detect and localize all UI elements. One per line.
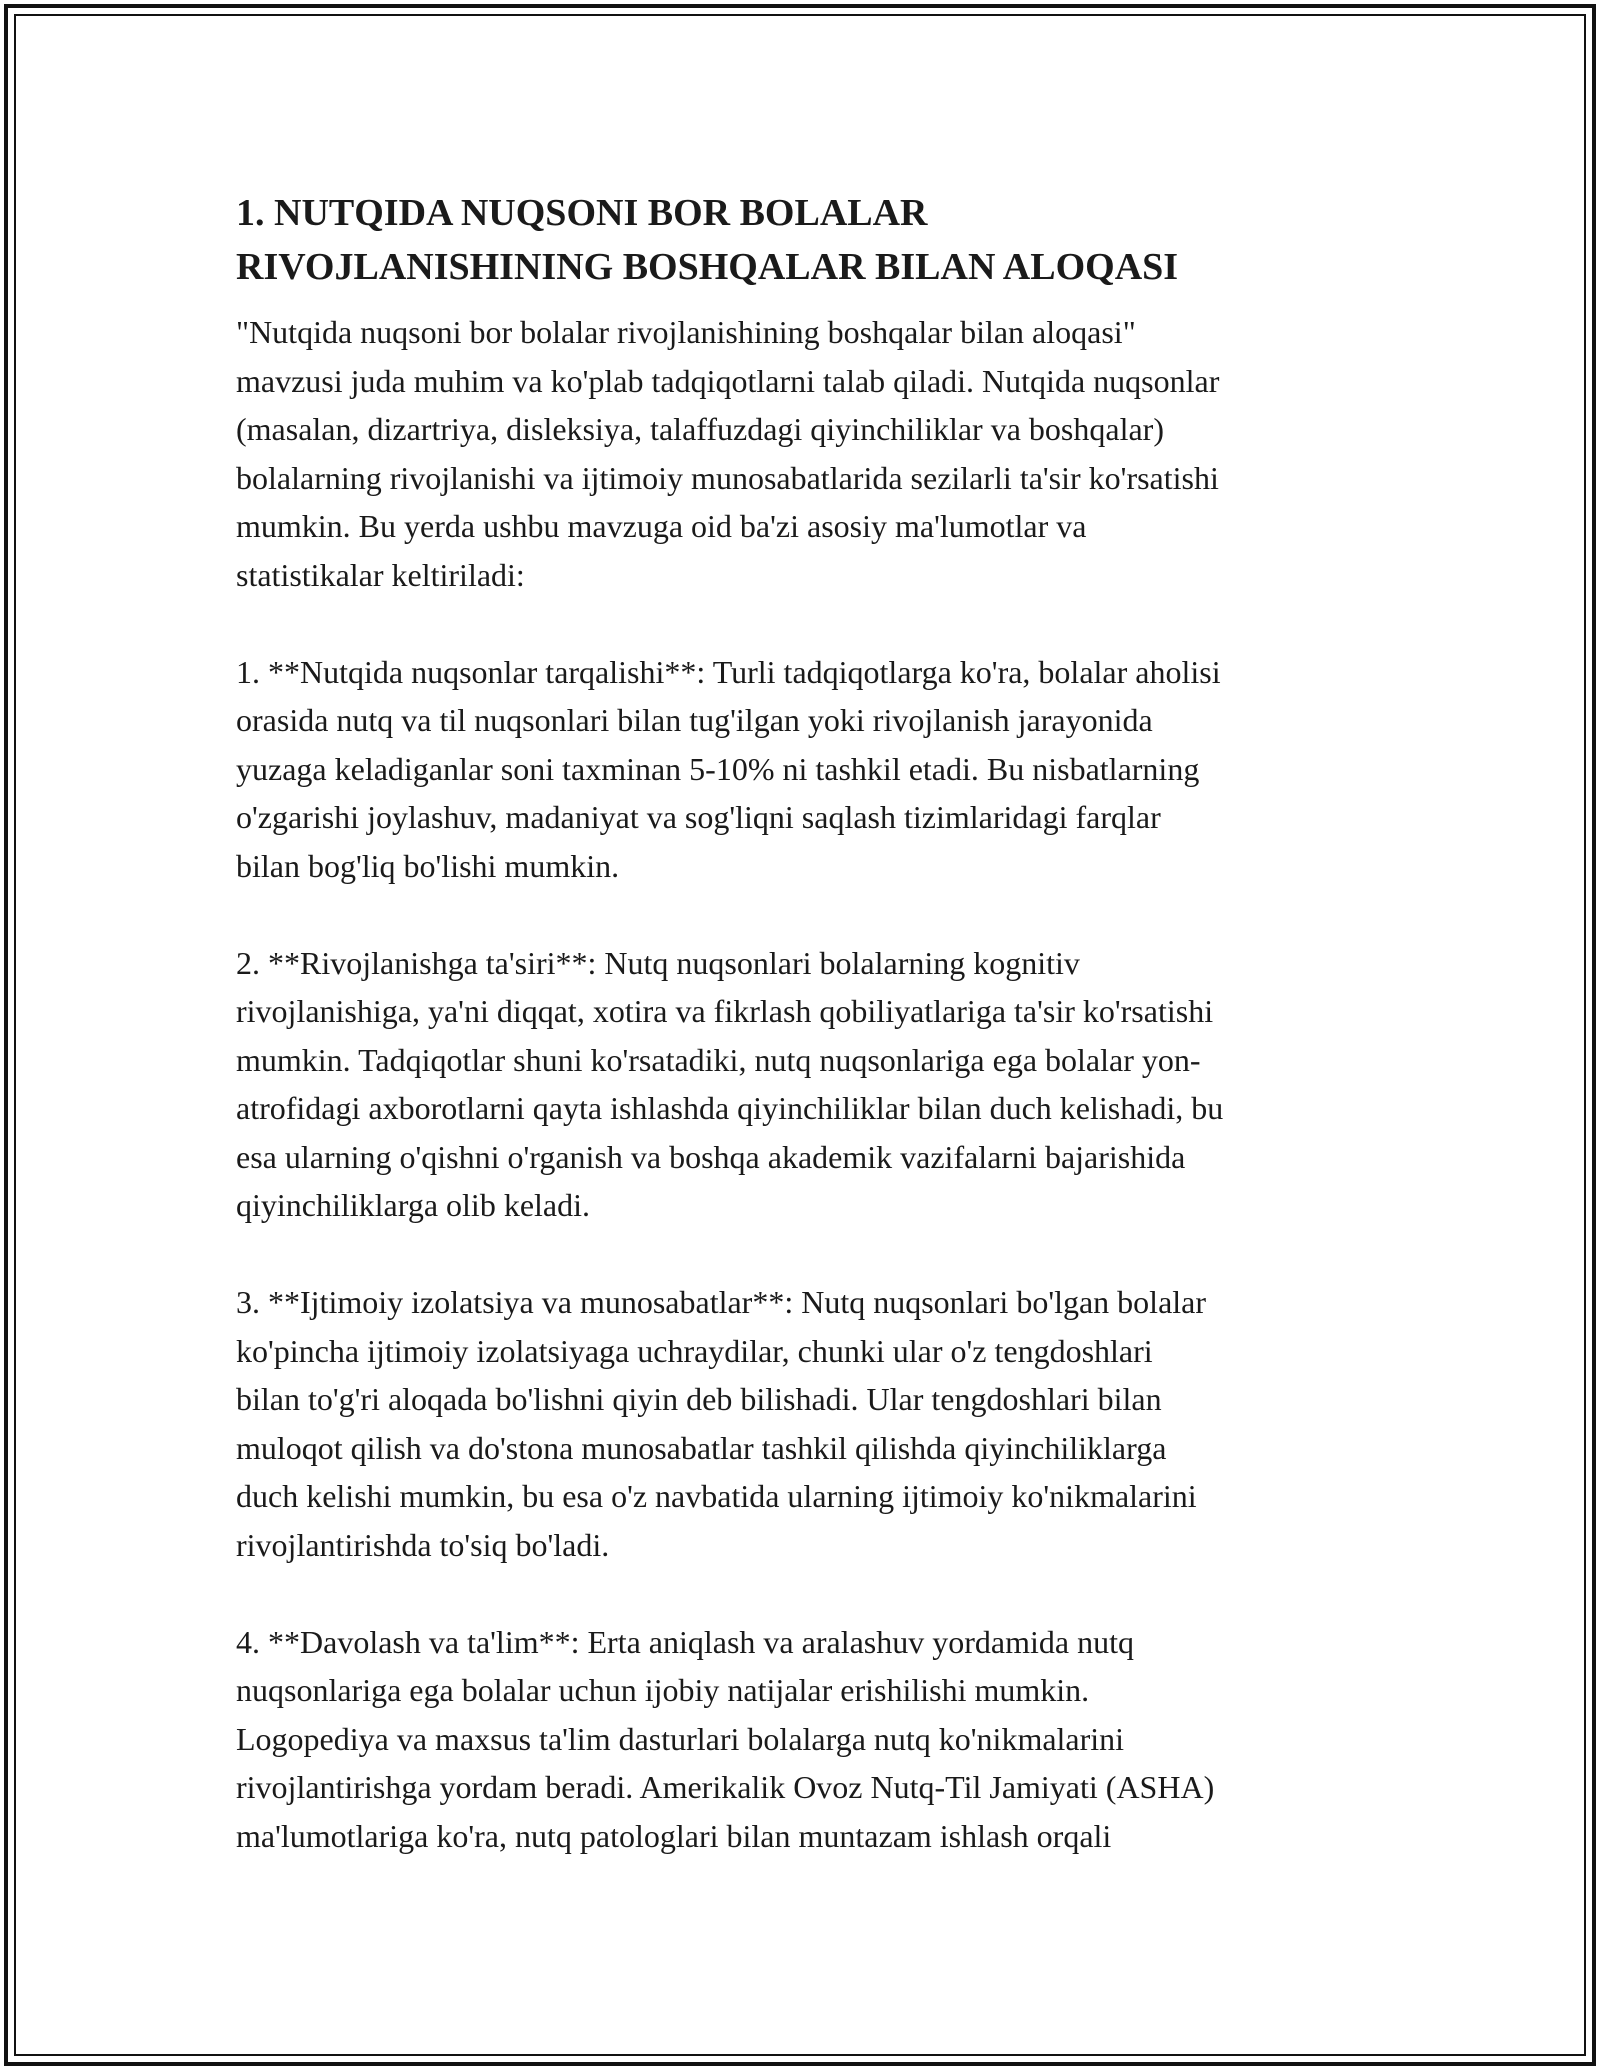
text-line: esa ularning o'qishni o'rganish va boshqa akademik vazifalarni bajarishida (236, 1138, 1186, 1175)
text-line: duch kelishi mumkin, bu esa o'z navbatida ularning ijtimoiy ko'nikmalarini (236, 1478, 1197, 1514)
section-paragraph-2 (236, 939, 1376, 1230)
text-line: muloqot qilish va do'stona munosabatlar tashkil qilishda qiyinchiliklarga (236, 1429, 1167, 1466)
text-line: mavzusi juda muhim va ko'plab tadqiqotlarni talab qiladi. Nutqida nuqsonlar (236, 362, 1220, 399)
text-line: yuzaga keladiganlar soni taxminan 5-10% ni tashkil etadi. Bu nisbatlarning (236, 750, 1200, 787)
text-line: bilan to'g'ri aloqada bo'lishni qiyin deb bilishadi. Ular tengdoshlari bilan (236, 1381, 1162, 1417)
text-line: nuqsonlariga ega bolalar uchun ijobiy natijalar erishilishi mumkin. (236, 1672, 1090, 1708)
intro-paragraph (236, 308, 1376, 599)
text-line: qiyinchiliklarga olib keladi. (236, 1187, 590, 1223)
text-line: 2. **Rivojlanishga ta'siri**: Nutq nuqsonlari bolalarning kognitiv (236, 944, 1080, 981)
section-paragraph-1 (236, 648, 1376, 891)
text-line: rivojlanishiga, ya'ni diqqat, xotira va fikrlash qobiliyatlariga ta'sir ko'rsatishi (236, 993, 1214, 1029)
document-title (236, 186, 1376, 294)
section-paragraph-3 (236, 1278, 1376, 1569)
text-line: "Nutqida nuqsoni bor bolalar rivojlanishining boshqalar bilan aloqasi" (236, 314, 1136, 350)
title-line: RIVOJLANISHINING BOSHQALAR BILAN ALOQASI (236, 246, 1179, 288)
text-line: mumkin. Tadqiqotlar shuni ko'rsatadiki, nutq nuqsonlariga ega bolalar yon- (236, 1041, 1201, 1078)
text-line: atrofidagi axborotlarni qayta ishlashda qiyinchiliklar bilan duch kelishadi, bu (236, 1090, 1224, 1126)
text-line: bilan bog'liq bo'lishi mumkin. (236, 847, 620, 884)
section-paragraph-4 (236, 1618, 1376, 1861)
text-line: 1. **Nutqida nuqsonlar tarqalishi**: Turli tadqiqotlarga ko'ra, bolalar aholisi (236, 653, 1221, 690)
text-line: o'zgarishi joylashuv, madaniyat va sog'liqni saqlash tizimlaridagi farqlar (236, 799, 1161, 835)
text-line: bolalarning rivojlanishi va ijtimoiy munosabatlarida sezilarli ta'sir ko'rsatishi (236, 459, 1219, 496)
text-line: 3. **Ijtimoiy izolatsiya va munosabatlar**: Nutq nuqsonlari bo'lgan bolalar (236, 1284, 1207, 1320)
text-line: ma'lumotlariga ko'ra, nutq patologlari bilan muntazam ishlash orqali (236, 1817, 1112, 1854)
text-line: 4. **Davolash va ta'lim**: Erta aniqlash va aralashuv yordamida nutq (236, 1623, 1134, 1660)
document-body (236, 186, 1376, 1909)
text-line: rivojlantirishga yordam beradi. Amerikalik Ovoz Nutq-Til Jamiyati (ASHA) (236, 1769, 1215, 1805)
text-line: mumkin. Bu yerda ushbu mavzuga oid ba'zi asosiy ma'lumotlar va (236, 508, 1087, 544)
text-line: (masalan, dizartriya, disleksiya, talaffuzdagi qiyinchiliklar va boshqalar) (236, 411, 1164, 447)
text-line: orasida nutq va til nuqsonlari bilan tug'ilgan yoki rivojlanish jarayonida (236, 702, 1153, 738)
title-line: 1. NUTQIDA NUQSONI BOR BOLALAR (236, 192, 928, 234)
text-line: Logopediya va maxsus ta'lim dasturlari bolalarga nutq ko'nikmalarini (236, 1720, 1125, 1757)
text-line: ko'pincha ijtimoiy izolatsiyaga uchraydilar, chunki ular o'z tengdoshlari (236, 1332, 1153, 1369)
text-line: rivojlantirishda to'siq bo'ladi. (236, 1526, 610, 1563)
text-line: statistikalar keltiriladi: (236, 556, 525, 593)
